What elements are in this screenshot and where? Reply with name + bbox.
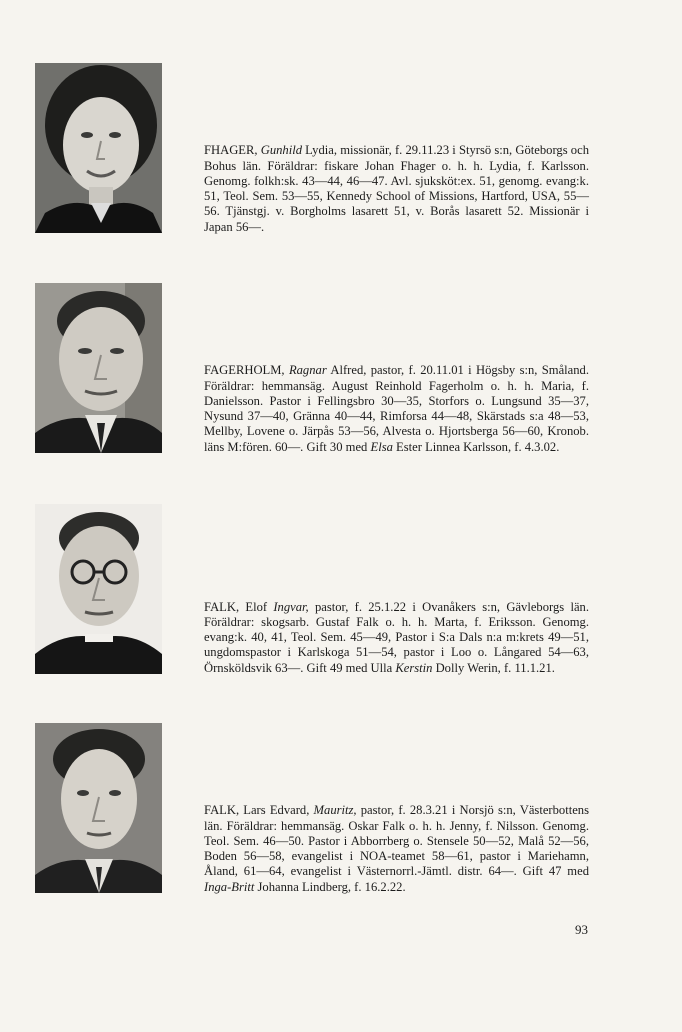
- text-run: Ester Linnea Karlsson, f. 4.3.02.: [392, 439, 560, 454]
- text-run: FALK, Lars Edvard,: [204, 803, 314, 818]
- portrait-man-young-image: [35, 723, 162, 893]
- italic-name: Kerstin: [395, 660, 433, 675]
- portrait-photo: [35, 723, 162, 893]
- entry-paragraph: [204, 143, 589, 235]
- italic-name: Ragnar: [288, 363, 327, 378]
- biography-text: [204, 600, 589, 676]
- italic-name: Gunhild: [260, 143, 302, 158]
- biography-entry: [35, 723, 595, 895]
- text-run: Dolly Werin, f. 11.1.21.: [432, 660, 555, 675]
- biography-text: [204, 803, 589, 895]
- portrait-photo: [35, 504, 162, 674]
- text-run: Lydia, missionär, f. 29.11.23 i Styrsö s:n, Göteborgs och Bohus län. Föräldrar: fiskare Johan Fhager o. h. h. Lydia, f. Karlsson. Genomg. folkh:sk. 43—44, 46—47. Avl. sjuksköt:ex. 51, genomg. evang:k. 51, Teol. Sem. 53—55, Kennedy School of Missions, Hartford, USA, 55—56. Tjänstgj. v. Borgholms lasarett 51, v. Borås lasarett 52. Missionär i Japan 56—.: [204, 143, 589, 234]
- biography-entry: [35, 283, 595, 455]
- entry-paragraph: [204, 363, 589, 455]
- text-run: FALK, Elof: [204, 599, 274, 614]
- portrait-woman-image: [35, 63, 162, 233]
- text-run: FHAGER,: [204, 143, 261, 158]
- biography-text: [204, 363, 589, 455]
- text-run: FAGERHOLM,: [204, 363, 289, 378]
- biography-entry: [35, 504, 595, 676]
- portrait-photo: [35, 63, 162, 233]
- entry-paragraph: [204, 600, 589, 676]
- italic-name: Ingvar,: [273, 599, 309, 614]
- text-run: Johanna Lindberg, f. 16.2.22.: [254, 879, 406, 894]
- text-run: pastor, f. 25.1.22 i Ovanåkers s:n, Gävleborgs län. Föräldrar: skogsarb. Gustaf Falk o. h. h. Marta, f. Eriksson. Genomg. evang:k. 40, 41, Teol. Sem. 45—49, Pastor i S:a Dals n:a m:krets 49—51, ungdomspastor i Karlskoga 51—54, pastor i Loo o. Långared 54—63, Örnsköldsvik 63—. Gift 49 med Ulla: [204, 599, 589, 675]
- italic-name: Elsa: [370, 439, 393, 454]
- biography-entry: [35, 63, 595, 235]
- italic-name: Mauritz,: [313, 803, 357, 818]
- italic-name: Inga-Britt: [204, 879, 255, 894]
- portrait-photo: [35, 283, 162, 453]
- portrait-man-image: [35, 283, 162, 453]
- biography-text: [204, 143, 589, 235]
- text-run: Alfred, pastor, f. 20.11.01 i Högsby s:n, Småland. Föräldrar: hemmansäg. August Reinhold Fagerholm o. h. h. Maria, f. Danielsson. Pastor i Fellingsbro 30—35, Storfors o. Lungsund 35—37, Nysund 37—40, Gränna 40—44, Rimforsa 44—48, Skärstads s:a 48—53, Mellby, Lovene o. Järpås 53—56, Alvesta o. Hjortsberga 56—60, Kronob. läns M:fören. 60—. Gift 30 med: [204, 363, 589, 454]
- page-number: 93: [575, 922, 588, 937]
- portrait-man-glasses-image: [35, 504, 162, 674]
- text-run: pastor, f. 28.3.21 i Norsjö s:n, Västerbottens län. Föräldrar: hemmansäg. Oskar Falk o. h. h. Jenny, f. Nilsson. Genomg. Teol. Sem. 46—50. Pastor i Abborrberg o. Stensele 50—52, Malå 52—56, Boden 56—58, evangelist i NOA-teamet 58—61, pastor i Mariehamn, Åland, 61—64, evangelist i Västernorrl.-Jämtl. distr. 64—. Gift 47 med: [204, 803, 589, 879]
- entry-paragraph: [204, 803, 589, 895]
